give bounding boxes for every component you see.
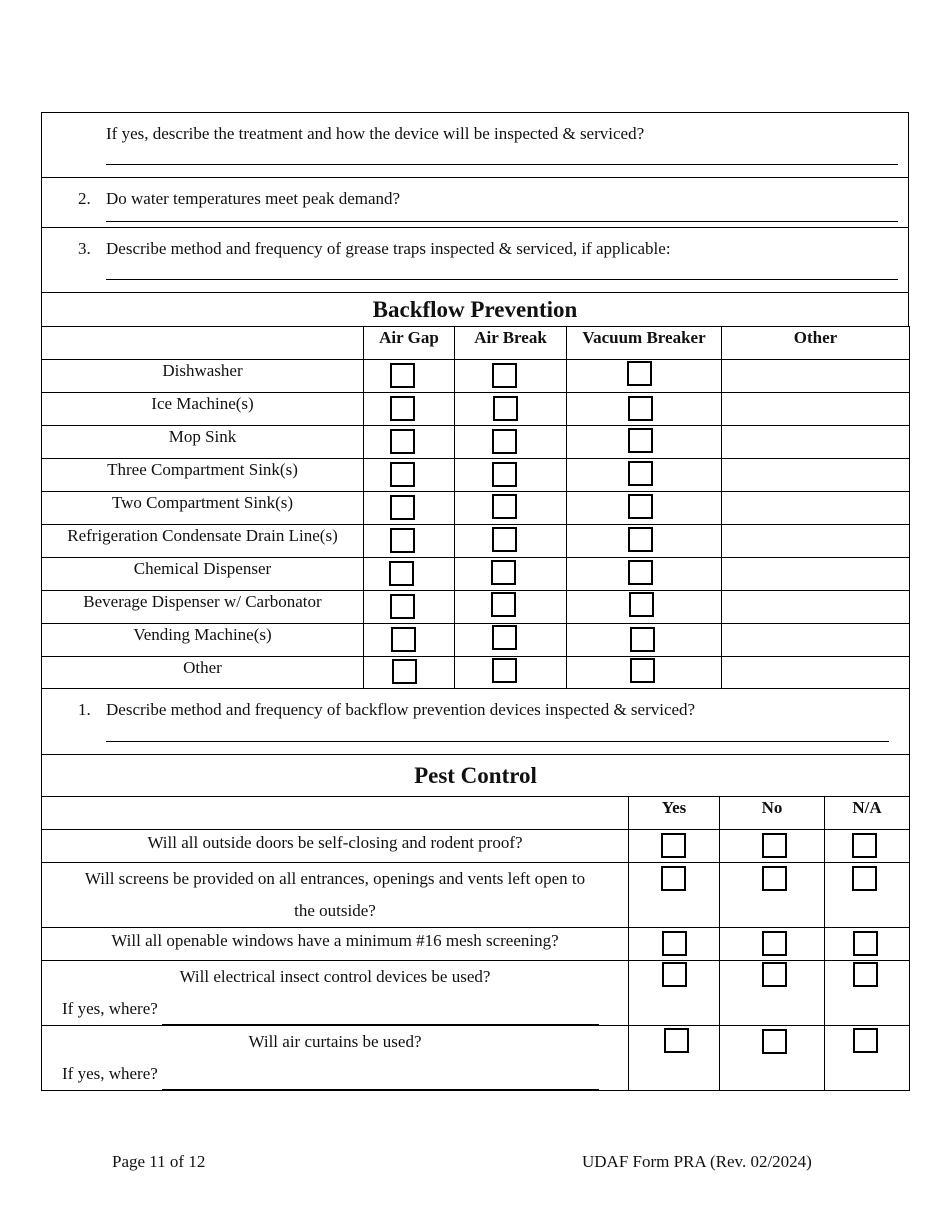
column-na: N/A — [852, 798, 882, 817]
vacuum-breaker-checkbox[interactable] — [628, 428, 653, 453]
table-row — [42, 863, 910, 928]
no-checkbox[interactable] — [762, 1029, 787, 1054]
column-other: Other — [793, 328, 838, 347]
question-number: 1. — [78, 700, 91, 719]
air-gap-checkbox[interactable] — [390, 462, 415, 487]
table-row — [42, 830, 910, 863]
na-checkbox[interactable] — [853, 931, 878, 956]
yes-checkbox[interactable] — [661, 866, 686, 891]
other-entry-cell[interactable] — [722, 492, 910, 525]
row-label: Dishwasher — [162, 361, 243, 380]
other-entry-cell[interactable] — [722, 525, 910, 558]
pest-section-title: Pest Control — [42, 755, 910, 797]
treatment-question: If yes, describe the treatment and how the device will be inspected & serviced? — [106, 124, 645, 143]
row-label: Three Compartment Sink(s) — [107, 460, 298, 479]
na-checkbox[interactable] — [852, 833, 877, 858]
other-entry-cell[interactable] — [722, 426, 910, 459]
self-closing-doors-question: Will all outside doors be self-closing and rodent proof? — [42, 830, 629, 863]
column-air-break: Air Break — [474, 328, 547, 347]
backflow-table — [41, 326, 910, 797]
blank-header-cell — [42, 327, 364, 360]
other-entry-cell[interactable] — [722, 459, 910, 492]
table-row — [42, 961, 910, 1026]
table-row — [42, 657, 910, 689]
yes-checkbox[interactable] — [662, 931, 687, 956]
backflow-method-question: Describe method and frequency of backflow prevention devices inspected & serviced? — [106, 700, 696, 719]
mesh-screening-question: Will all openable windows have a minimum #16 mesh screening? — [42, 928, 629, 961]
air-break-checkbox[interactable] — [491, 560, 516, 585]
air-gap-checkbox[interactable] — [390, 396, 415, 421]
other-entry-cell[interactable] — [722, 360, 910, 393]
vacuum-breaker-checkbox[interactable] — [629, 592, 654, 617]
table-row — [42, 360, 910, 393]
form-identifier: UDAF Form PRA (Rev. 02/2024) — [582, 1152, 812, 1171]
na-checkbox[interactable] — [852, 866, 877, 891]
air-gap-checkbox[interactable] — [390, 429, 415, 454]
air-break-checkbox[interactable] — [492, 625, 517, 650]
air-curtains-location-line[interactable] — [162, 1072, 599, 1090]
air-curtains-followup: If yes, where? — [62, 1064, 158, 1083]
other-entry-cell[interactable] — [722, 558, 910, 591]
insect-control-location-line[interactable] — [162, 1007, 599, 1025]
screens-question-line2: the outside? — [294, 901, 376, 920]
table-row — [42, 492, 910, 525]
air-gap-checkbox[interactable] — [392, 659, 417, 684]
no-checkbox[interactable] — [762, 962, 787, 987]
air-break-checkbox[interactable] — [492, 462, 517, 487]
question-number: 2. — [78, 189, 91, 208]
vacuum-breaker-checkbox[interactable] — [628, 461, 653, 486]
no-checkbox[interactable] — [762, 833, 787, 858]
page-number: Page 11 of 12 — [112, 1152, 206, 1171]
insect-control-followup: If yes, where? — [62, 999, 158, 1018]
table-row — [42, 393, 910, 426]
table-row — [42, 928, 910, 961]
air-break-checkbox[interactable] — [491, 592, 516, 617]
backflow-header-row — [42, 327, 910, 360]
backflow-method-answer-line[interactable] — [106, 741, 889, 742]
plumbing-questions-table — [41, 112, 909, 327]
water-temp-question: Do water temperatures meet peak demand? — [106, 189, 401, 208]
vacuum-breaker-checkbox[interactable] — [628, 527, 653, 552]
table-row — [42, 525, 910, 558]
pest-control-table — [41, 796, 910, 1091]
backflow-method-question-row — [42, 689, 910, 755]
vacuum-breaker-checkbox[interactable] — [628, 494, 653, 519]
row-label: Beverage Dispenser w/ Carbonator — [83, 592, 322, 611]
air-break-checkbox[interactable] — [492, 363, 517, 388]
table-row — [42, 459, 910, 492]
question-number: 3. — [78, 239, 91, 258]
table-row — [42, 426, 910, 459]
yes-checkbox[interactable] — [664, 1028, 689, 1053]
insect-control-question: Will electrical insect control devices be used? — [179, 967, 491, 986]
other-entry-cell[interactable] — [722, 657, 910, 689]
treatment-answer-line[interactable] — [106, 164, 898, 165]
row-label: Ice Machine(s) — [151, 394, 254, 413]
air-break-checkbox[interactable] — [492, 429, 517, 454]
column-vacuum-breaker: Vacuum Breaker — [582, 328, 706, 347]
air-break-checkbox[interactable] — [492, 527, 517, 552]
no-checkbox[interactable] — [762, 931, 787, 956]
blank-header-cell — [42, 797, 629, 830]
vacuum-breaker-checkbox[interactable] — [628, 560, 653, 585]
water-temp-question-row — [42, 178, 909, 228]
vacuum-breaker-checkbox[interactable] — [627, 361, 652, 386]
backflow-section-title: Backflow Prevention — [42, 293, 909, 327]
row-label: Two Compartment Sink(s) — [111, 493, 294, 512]
yes-checkbox[interactable] — [661, 833, 686, 858]
no-checkbox[interactable] — [762, 866, 787, 891]
other-entry-cell[interactable] — [722, 393, 910, 426]
grease-trap-question: Describe method and frequency of grease traps inspected & serviced, if applicable: — [106, 239, 671, 258]
air-gap-checkbox[interactable] — [390, 528, 415, 553]
air-gap-checkbox[interactable] — [389, 561, 414, 586]
column-yes: Yes — [661, 798, 687, 817]
air-break-checkbox[interactable] — [492, 658, 517, 683]
air-curtains-question: Will air curtains be used? — [248, 1032, 422, 1051]
vacuum-breaker-checkbox[interactable] — [630, 658, 655, 683]
other-entry-cell[interactable] — [722, 624, 910, 657]
vacuum-breaker-checkbox[interactable] — [630, 627, 655, 652]
column-air-gap: Air Gap — [379, 328, 439, 347]
grease-trap-answer-line[interactable] — [106, 279, 898, 280]
table-row — [42, 624, 910, 657]
row-label: Chemical Dispenser — [133, 559, 272, 578]
air-gap-checkbox[interactable] — [390, 495, 415, 520]
air-gap-checkbox[interactable] — [390, 594, 415, 619]
row-label: Vending Machine(s) — [133, 625, 272, 644]
table-row — [42, 558, 910, 591]
table-row — [42, 1026, 910, 1091]
yes-checkbox[interactable] — [662, 962, 687, 987]
screens-question-line1: Will screens be provided on all entrances, openings and vents left open to — [84, 869, 586, 888]
na-checkbox[interactable] — [853, 962, 878, 987]
air-gap-checkbox[interactable] — [390, 363, 415, 388]
row-label: Mop Sink — [168, 427, 237, 446]
table-row — [42, 591, 910, 624]
treatment-question-row — [42, 113, 909, 178]
water-temp-answer-line[interactable] — [106, 221, 898, 222]
other-entry-cell[interactable] — [722, 591, 910, 624]
air-gap-checkbox[interactable] — [391, 627, 416, 652]
air-break-checkbox[interactable] — [493, 396, 518, 421]
na-checkbox[interactable] — [853, 1028, 878, 1053]
pest-header-row — [42, 797, 910, 830]
vacuum-breaker-checkbox[interactable] — [628, 396, 653, 421]
grease-trap-question-row — [42, 228, 909, 293]
row-label: Refrigeration Condensate Drain Line(s) — [67, 526, 338, 545]
column-no: No — [761, 798, 783, 817]
air-break-checkbox[interactable] — [492, 494, 517, 519]
row-label: Other — [183, 658, 222, 677]
